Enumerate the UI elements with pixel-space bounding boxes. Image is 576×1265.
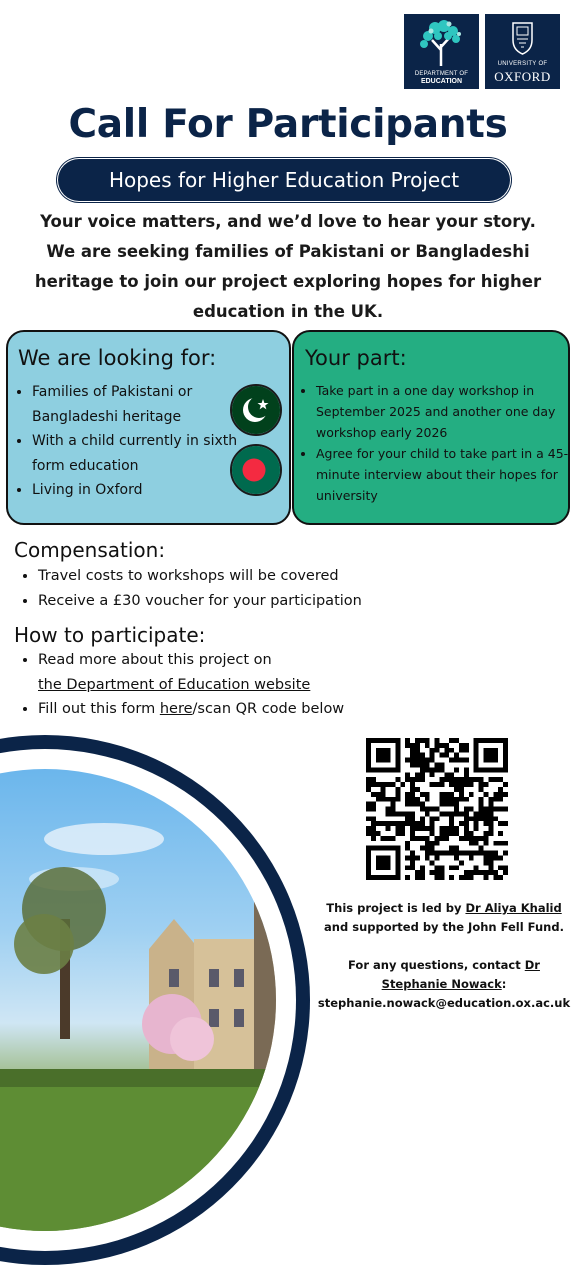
- footer-text: [316, 899, 572, 1013]
- logo-oxford-line2: OXFORD: [494, 69, 551, 84]
- list-item: • Living in Oxford: [32, 478, 242, 503]
- list-item: • Take part in a one day workshop in September 2025 and another one day workshop early 2026: [316, 380, 576, 443]
- list-item: • Receive a £30 voucher for your participation: [38, 589, 538, 614]
- list-item: [38, 648, 538, 697]
- compensation-heading: Compensation:: [14, 538, 166, 562]
- supported-by-text: and supported by the John Fell Fund.: [324, 920, 564, 934]
- your-part-card: [292, 330, 570, 525]
- form-here-link[interactable]: here: [159, 701, 193, 717]
- pakistan-flag-icon: [230, 384, 282, 436]
- project-subtitle: Hopes for Higher Education Project: [60, 161, 508, 199]
- tree-logo-icon: [404, 14, 479, 70]
- your-part-list: [298, 380, 576, 506]
- list-item: • Travel costs to workshops will be covered: [38, 564, 538, 589]
- looking-for-heading: We are looking for:: [18, 346, 217, 370]
- logo-dept-line2: EDUCATION: [420, 78, 463, 85]
- department-website-link[interactable]: the Department of Education website: [38, 676, 311, 693]
- list-item: • With a child currently in sixth form education: [32, 429, 242, 478]
- bangladesh-flag-icon: [230, 444, 282, 496]
- logo-oxford-line1: UNIVERSITY OF: [497, 61, 548, 67]
- list-item: [38, 697, 538, 722]
- contact-text: For any questions, contact: [348, 958, 525, 972]
- university-of-oxford-logo: [485, 14, 560, 89]
- how-to-participate-heading: How to participate:: [14, 623, 206, 647]
- how-to-participate-list: [16, 648, 538, 722]
- looking-for-list: [14, 380, 242, 503]
- form-text-post: /scan QR code below: [192, 701, 345, 717]
- led-by-line: [316, 899, 572, 918]
- read-more-text: Read more about this project on: [38, 652, 272, 668]
- contact-colon: :: [501, 977, 507, 991]
- university-crest-icon: [485, 14, 560, 59]
- contact-email[interactable]: stephanie.nowack@education.ox.ac.uk: [317, 996, 571, 1010]
- stephanie-nowack-link[interactable]: Dr Stephanie Nowack: [381, 958, 540, 991]
- form-text-pre: Fill out this form: [38, 701, 160, 717]
- aliya-khalid-link[interactable]: Dr Aliya Khalid: [465, 901, 562, 915]
- page-title: Call For Participants: [68, 102, 508, 147]
- qr-code-icon[interactable]: [366, 738, 508, 880]
- list-item: • Agree for your child to take part in a 45-minute interview about their hopes for university: [316, 443, 576, 506]
- compensation-list: [16, 564, 538, 613]
- contact-line: [316, 956, 572, 994]
- department-of-education-logo: [404, 14, 479, 89]
- your-part-heading: Your part:: [305, 346, 407, 370]
- led-by-text: This project is led by: [326, 901, 466, 915]
- intro-text: Your voice matters, and we’d love to hear your story. We are seeking families of Pakistani or Bangladeshi heritage to join our project exploring hopes for higher education in the UK.: [34, 212, 542, 321]
- looking-for-card: [6, 330, 291, 525]
- campus-photo-frame: [0, 735, 310, 1265]
- logo-dept-line1: DEPARTMENT OF: [414, 71, 469, 77]
- list-item: • Families of Pakistani or Bangladeshi heritage: [32, 380, 242, 429]
